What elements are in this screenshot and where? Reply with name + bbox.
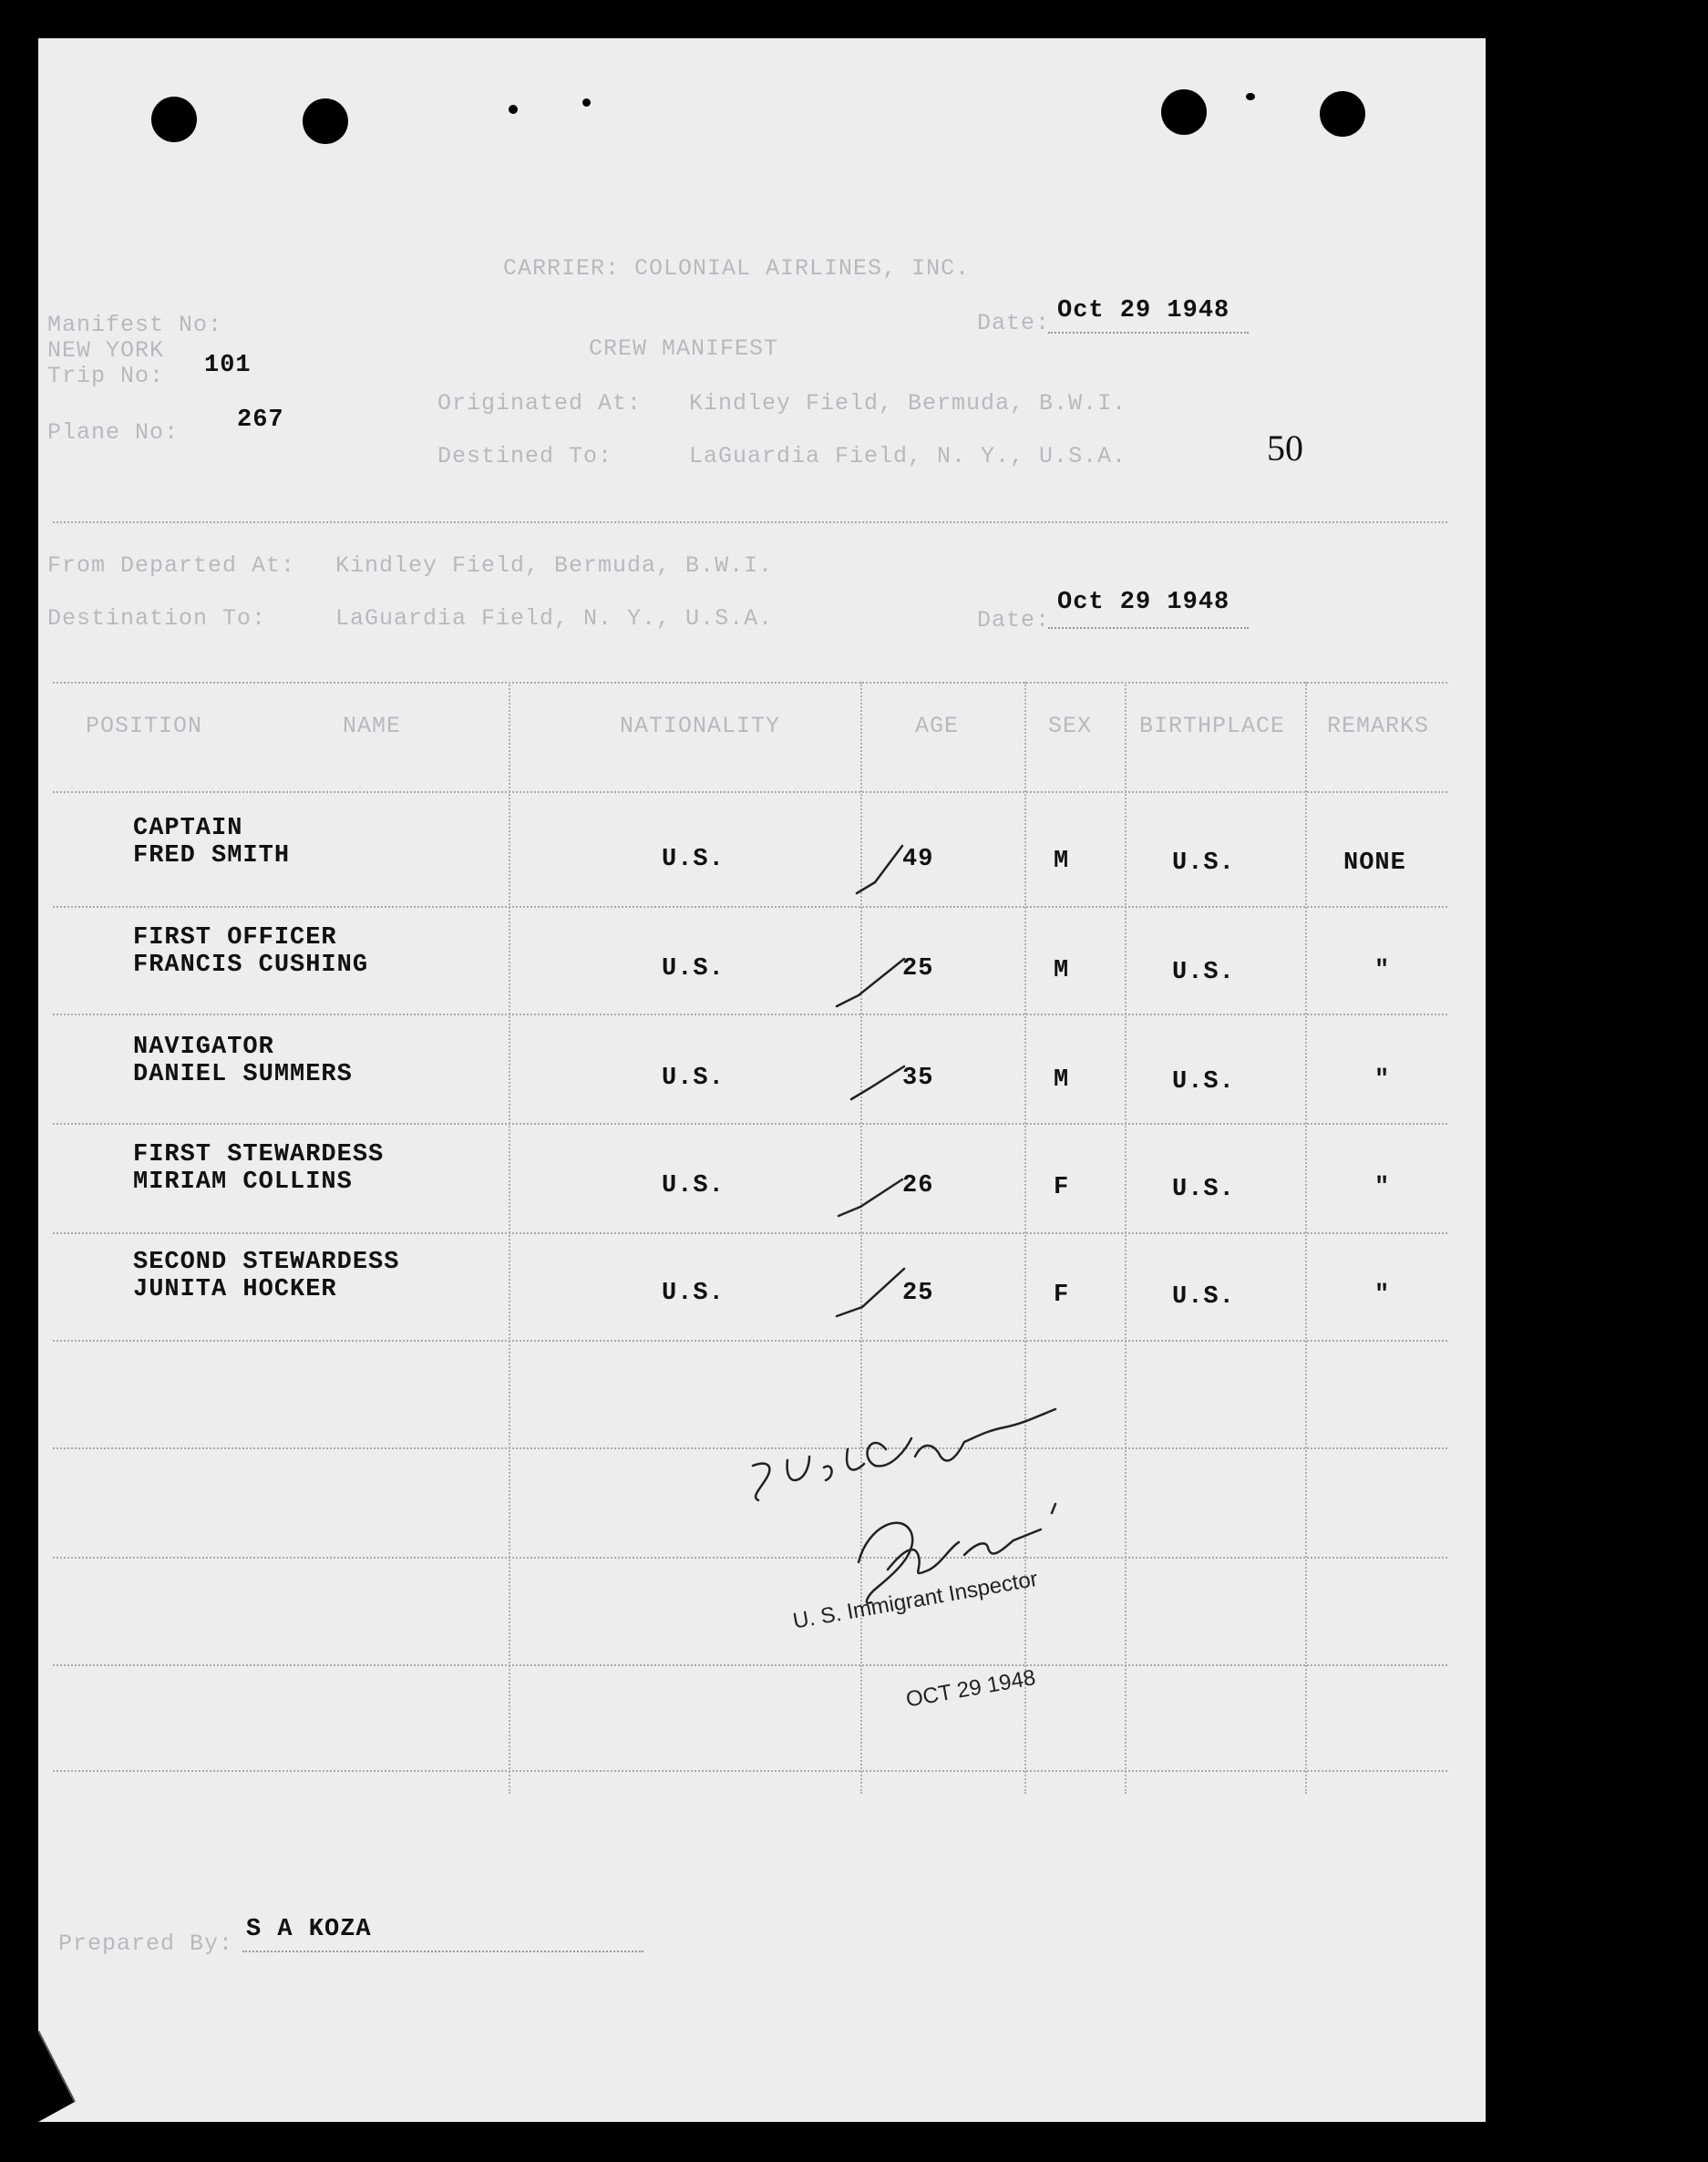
column-header-birthplace: BIRTHPLACE	[1139, 713, 1286, 739]
crew-nationality: U.S.	[662, 955, 725, 983]
crew-name: FRANCIS CUSHING	[133, 952, 369, 979]
crew-age: 25	[902, 1280, 934, 1307]
destined-value: LaGuardia Field, N. Y., U.S.A.	[689, 443, 1127, 469]
crew-position: FIRST OFFICER	[133, 924, 337, 952]
age-check-mark	[837, 959, 904, 1006]
age-check-mark	[857, 846, 902, 893]
crew-sex: M	[1054, 848, 1070, 875]
trip-number: 101	[204, 352, 252, 379]
page-number: 50	[1267, 427, 1303, 468]
manifest-city: NEW YORK	[47, 337, 165, 364]
prepared-underline	[242, 1951, 643, 1952]
crew-birthplace: U.S.	[1172, 1176, 1235, 1203]
column-header-remarks: REMARKS	[1327, 713, 1430, 739]
crew-nationality: U.S.	[662, 846, 725, 873]
check-marks	[38, 38, 1486, 2122]
crew-remarks: "	[1374, 1282, 1391, 1309]
prepared-label: Prepared By:	[58, 1930, 234, 1957]
header-date: Oct 29 1948	[1057, 297, 1230, 324]
column-header-position: POSITION	[86, 713, 203, 739]
crew-remarks: "	[1374, 1174, 1391, 1201]
leg-date-label: Date:	[977, 607, 1051, 633]
crew-nationality: U.S.	[662, 1280, 725, 1307]
crew-sex: F	[1054, 1282, 1070, 1309]
crew-age: 25	[902, 955, 934, 983]
to-label: Destination To:	[47, 605, 267, 632]
from-value: Kindley Field, Bermuda, B.W.I.	[335, 552, 774, 579]
crew-birthplace: U.S.	[1172, 1068, 1235, 1096]
plane-number: 267	[237, 407, 284, 434]
crew-name: JUNITA HOCKER	[133, 1276, 337, 1303]
crew-birthplace: U.S.	[1172, 849, 1235, 877]
crew-age: 35	[902, 1065, 934, 1092]
inspector-stamp-title: U. S. Immigrant Inspector	[791, 1566, 1040, 1634]
column-header-age: AGE	[915, 713, 960, 739]
trip-label: Trip No:	[47, 363, 165, 389]
handwritten-note-strokes	[753, 1409, 1055, 1500]
age-check-mark	[837, 1269, 904, 1316]
crew-nationality: U.S.	[662, 1172, 725, 1199]
originated-value: Kindley Field, Bermuda, B.W.I.	[689, 390, 1127, 417]
from-label: From Departed At:	[47, 552, 296, 579]
manifest-page	[38, 38, 1486, 2122]
crew-birthplace: U.S.	[1172, 1283, 1235, 1311]
crew-position: SECOND STEWARDESS	[133, 1249, 400, 1276]
crew-remarks: "	[1374, 957, 1391, 984]
inspector-stamp-date: OCT 29 1948	[904, 1665, 1038, 1713]
leg-date: Oct 29 1948	[1057, 589, 1230, 616]
age-check-mark	[839, 1179, 902, 1216]
crew-position: FIRST STEWARDESS	[133, 1141, 385, 1169]
crew-name: FRED SMITH	[133, 842, 291, 870]
column-header-nationality: NATIONALITY	[620, 713, 781, 739]
crew-position: NAVIGATOR	[133, 1034, 274, 1061]
carrier-line: CARRIER: COLONIAL AIRLINES, INC.	[503, 255, 971, 282]
crew-remarks: "	[1374, 1066, 1391, 1094]
crew-birthplace: U.S.	[1172, 959, 1235, 986]
crew-sex: M	[1054, 1066, 1070, 1094]
destined-label: Destined To:	[437, 443, 613, 469]
crew-age: 49	[902, 846, 934, 873]
crew-sex: F	[1054, 1174, 1070, 1201]
crew-nationality: U.S.	[662, 1065, 725, 1092]
column-header-name: NAME	[343, 713, 402, 739]
crew-remarks: NONE	[1343, 849, 1406, 877]
column-header-sex: SEX	[1048, 713, 1093, 739]
age-check-mark	[851, 1066, 904, 1099]
plane-label: Plane No:	[47, 419, 180, 446]
crew-name: DANIEL SUMMERS	[133, 1061, 353, 1088]
manifest-label: Manifest No:	[47, 312, 223, 338]
originated-label: Originated At:	[437, 390, 643, 417]
prepared-by: S A KOZA	[246, 1916, 372, 1943]
to-value: LaGuardia Field, N. Y., U.S.A.	[335, 605, 774, 632]
folded-corner	[38, 2031, 102, 2122]
crew-name: MIRIAM COLLINS	[133, 1169, 353, 1196]
crew-position: CAPTAIN	[133, 815, 243, 842]
manifest-title: CREW MANIFEST	[589, 335, 779, 362]
crew-age: 26	[902, 1172, 934, 1199]
crew-sex: M	[1054, 957, 1070, 984]
header-date-label: Date:	[977, 310, 1051, 336]
